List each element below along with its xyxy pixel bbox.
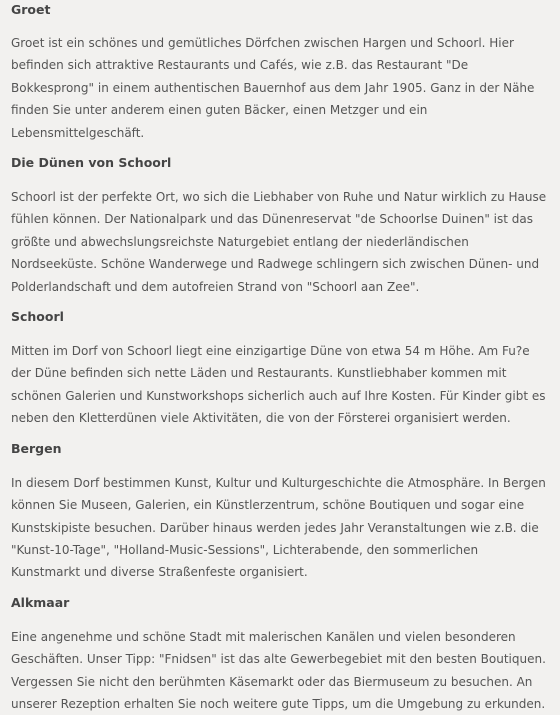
section-heading: Bergen: [11, 440, 62, 456]
section-text: Groet ist ein schönes und gemütliches Dörfchen zwischen Hargen und Schoorl. Hier befinden sich attraktive Restaurants und Cafés, wie z.B. das Restaurant "De Bokkesprong" in einem authentischen Bauernhof aus dem Jahr 1905. Ganz in der Nähe finden Sie unter anderem einen guten Bäcker, einen Metzger und ein Lebensmittelgeschäft.: [11, 36, 535, 140]
section-alkmaar: [11, 594, 550, 715]
section-schoorl: [11, 308, 550, 430]
section-heading: Die Dünen von Schoorl: [11, 155, 172, 171]
section-text: In diesem Dorf bestimmen Kunst, Kultur und Kulturgeschichte die Atmosphäre. In Bergen können Sie Museen, Galerien, ein Künstlerzentrum, schöne Boutiquen und sogar eine Kunstskipiste besuchen. Darüber hinaus werden jedes Jahr Veranstaltungen wie z.B. die "Kunst-10-Tage", "Holland-Music-Sessions", Lichterabende, den sommerlichen Kunstmarkt und diverse Straßenfeste organisiert.: [11, 475, 546, 580]
section-duenen-von-schoorl: [11, 154, 550, 298]
section-heading: Schoorl: [11, 309, 64, 325]
section-groet: [11, 0, 550, 144]
section-text: Schoorl ist der perfekte Ort, wo sich die Liebhaber von Ruhe und Natur wirklich zu Hause fühlen können. Der Nationalpark und das Dünenreservat "de Schoorlse Duinen" ist das größte und abwechslungsreichste Naturgebiet entlang der niederländischen Nordseeküste. Schöne Wanderwege und Radwege schlingern sich zwischen Dünen- und Polderlandschaft und dem autofreien Strand von "Schoorl aan Zee".: [11, 190, 547, 294]
section-bergen: [11, 440, 550, 584]
section-text: Eine angenehme und schöne Stadt mit malerischen Kanälen und vielen besonderen Geschäften. Unser Tipp: "Fnidsen" ist das alte Gewerbegebiet mit den besten Boutiquen. Vergessen Sie nicht den berühmten Käsemarkt oder das Biermuseum zu besuchen. An unserer Rezeption erhalten Sie noch weitere gute Tipps, um die Umgebung zu erkunden.: [11, 629, 546, 711]
section-heading: Groet: [11, 2, 51, 17]
section-heading: Alkmaar: [11, 594, 70, 610]
section-text: Mitten im Dorf von Schoorl liegt eine einzigartige Düne von etwa 54 m Höhe. Am Fu?e der Düne befinden sich nette Läden und Restaurants. Kunstliebhaber kommen mit schönen Galerien und Kunstworkshops sicherlich auch auf Ihre Kosten. Für Kinder gibt es neben den Kletterdünen viele Aktivitäten, die von der Försterei organisiert werden.: [11, 344, 546, 426]
